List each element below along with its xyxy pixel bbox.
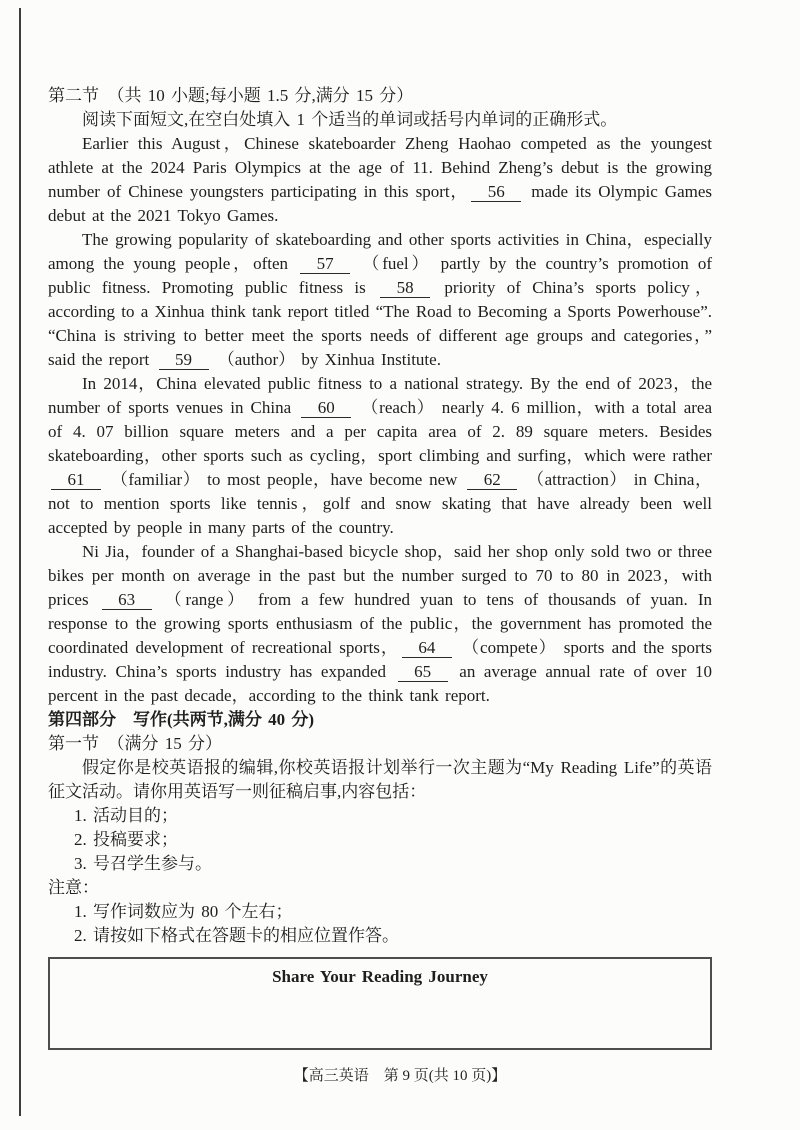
cloze-blank-56: 56: [471, 182, 521, 202]
page-edge-scan-line: [19, 8, 21, 1116]
grammar-section-heading: 第二节 （共 10 小题;每小题 1.5 分,满分 15 分）: [48, 86, 414, 105]
writing-part-heading: 第四部分 写作(共两节,满分 40 分): [48, 710, 315, 729]
answer-box-title: Share Your Reading Journey: [272, 967, 488, 986]
cloze-paragraph: In 2014，China elevated public fitness to a national strategy. By the end of 2023，the number of sports venues in China 60 （reach） nearly 4. 6 million，with a total area of 4. 07 billion square meters and a per capita area of 2. 89 square meters. Besides skateboarding，other sports such as cycling，sport climbing and surfing，which were rather 61 （familiar） to most people，have become new 62 （attraction） in China，not to mention sports like tennis，golf and snow skating that have already been well accepted by people in many parts of the country.: [48, 374, 712, 537]
cloze-paragraph: Earlier this August，Chinese skateboarder Zheng Haohao competed as the youngest athlete at the 2024 Paris Olympics at the age of 11. Behind Zheng’s debut is the growing number of Chinese youngsters participating in this sport， 56 made its Olympic Games debut at the 2021 Tokyo Games.: [48, 134, 713, 225]
cloze-passage: [48, 132, 712, 708]
page-content: [48, 84, 712, 1050]
writing-prompt: 假定你是校英语报的编辑,你校英语报计划举行一次主题为“My Reading Life”的英语征文活动。请你用英语写一则征稿启事,内容包括：: [48, 758, 712, 801]
cloze-blank-58: 58: [380, 278, 430, 298]
writing-points: [48, 804, 712, 876]
cloze-paragraph: The growing popularity of skateboarding and other sports activities in China，especially among the young people，often 57 （fuel） partly by the country’s promotion of public fitness. Promoting public fitness is 58 priority of China’s sports policy，according to a Xinhua think tank report titled “The Road to Becoming a Sports Powerhouse”. “China is striving to better meet the sports needs of different age groups and categories，” said the report 59 （author） by Xinhua Institute.: [48, 230, 712, 369]
cloze-paragraph: Ni Jia，founder of a Shanghai-based bicycle shop，said her shop only sold two or three bikes per month on average in the past but the number surged to 70 to 80 in 2023，with prices 63 （range） from a few hundred yuan to tens of thousands of yuan. In response to the growing sports enthusiasm of the public，the government has promoted the coordinated development of recreational sports， 64 （compete） sports and the sports industry. China’s sports industry has expanded 65 an average annual rate of over 10 percent in the past decade，according to the think tank report.: [48, 542, 713, 705]
writing-note: 1. 写作词数应为 80 个左右；: [74, 902, 293, 921]
cloze-blank-57: 57: [300, 254, 350, 274]
cloze-blank-64: 64: [402, 638, 452, 658]
page-footer: 【高三英语 第 9 页(共 10 页)】: [293, 1068, 507, 1084]
cloze-blank-60: 60: [301, 398, 351, 418]
writing-point: 1. 活动目的；: [74, 806, 178, 825]
writing-point: 3. 号召学生参与。: [74, 854, 212, 873]
cloze-blank-62: 62: [467, 470, 517, 490]
writing-note: 2. 请按如下格式在答题卡的相应位置作答。: [74, 926, 399, 945]
cloze-blank-63: 63: [102, 590, 152, 610]
answer-format-box: [48, 957, 712, 1050]
writing-notes: [48, 900, 712, 948]
cloze-blank-61: 61: [51, 470, 101, 490]
cloze-blank-59: 59: [159, 350, 209, 370]
cloze-blank-65: 65: [398, 662, 448, 682]
writing-section-heading: 第一节 （满分 15 分）: [48, 734, 222, 753]
grammar-section-instruction: 阅读下面短文,在空白处填入 1 个适当的单词或括号内单词的正确形式。: [82, 110, 618, 129]
writing-point: 2. 投稿要求；: [74, 830, 178, 849]
notes-label: 注意：: [48, 878, 99, 897]
